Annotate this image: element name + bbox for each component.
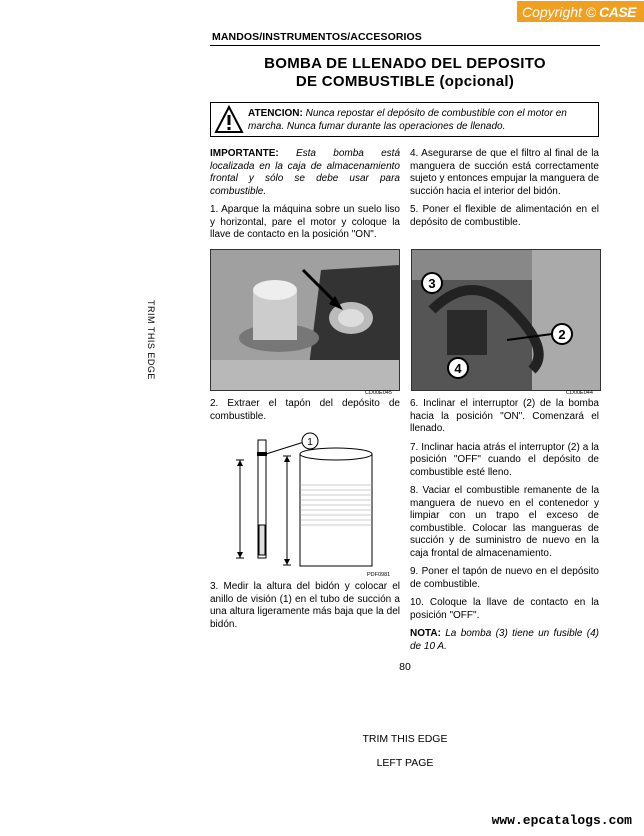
warning-triangle-icon bbox=[214, 105, 244, 135]
step-4: 4. Asegurarse de que el filtro al final de la manguera de succión está correctamente sujeto y entonces empujar la manguera de succión hacia el interior del bidón. bbox=[410, 148, 600, 197]
callout-1: 1 bbox=[307, 437, 313, 448]
left-column-bottom bbox=[210, 581, 400, 637]
note-text: La bomba (3) tiene un fusible (4) de 10 A. bbox=[410, 628, 600, 652]
title-line2 bbox=[210, 73, 600, 91]
step-7: 7. Inclinar hacia atrás el interruptor (2) a la posición "OFF" cuando el depósito de combustible esté lleno. bbox=[410, 441, 599, 478]
left-page-label: LEFT PAGE bbox=[376, 757, 434, 769]
note-label: NOTA: bbox=[410, 628, 441, 639]
callout-4: 4 bbox=[454, 361, 462, 376]
fig3-ref: PDF0981 bbox=[367, 572, 391, 578]
photo-fuel-cap bbox=[210, 249, 400, 391]
fig2-ref: CD00E044 bbox=[566, 390, 593, 396]
note bbox=[410, 628, 599, 653]
section-heading: MANDOS/INSTRUMENTOS/ACCESORIOS bbox=[212, 31, 422, 43]
fig1-ref: CD00E045 bbox=[365, 390, 392, 396]
step-5: 5. Poner el flexible de alimentación en el depósito de combustible. bbox=[410, 204, 599, 228]
warning-text bbox=[248, 107, 598, 133]
right-column-bottom bbox=[410, 398, 599, 659]
callout-2: 2 bbox=[558, 327, 566, 342]
step-10: 10. Coloque la llave de contacto en la posición "OFF". bbox=[410, 597, 599, 621]
step-9: 9. Poner el tapón de nuevo en el depósito de combustible. bbox=[410, 566, 599, 590]
heading-rule bbox=[210, 45, 600, 46]
page-title bbox=[210, 55, 600, 91]
drum-diagram bbox=[232, 430, 392, 570]
trim-edge-side: TRIM THIS EDGE bbox=[146, 300, 156, 380]
title-line1: BOMBA DE LLENADO DEL DEPOSITO bbox=[264, 55, 546, 72]
pump-illustration bbox=[412, 250, 600, 390]
website-link[interactable]: www.epcatalogs.com bbox=[491, 813, 632, 828]
drum-drawing bbox=[232, 430, 392, 570]
trim-edge-bottom: TRIM THIS EDGE bbox=[362, 733, 448, 745]
step-6: 6. Inclinar el interruptor (2) de la bomba hacia la posición "ON". Comenzará el llenado. bbox=[410, 398, 599, 434]
title-optional: (opcional) bbox=[439, 73, 515, 90]
step-2: 2. Extraer el tapón del depósito de combustible. bbox=[210, 398, 400, 422]
fuel-cap-illustration bbox=[211, 250, 399, 390]
step-8: 8. Vaciar el combustible remanente de la manguera de nuevo en el contenedor y limpiar con un trapo el exceso de combustible. Colocar las mangueras de succión y de suministro de nuevo en la caja frontal de almacenamiento. bbox=[410, 485, 599, 559]
important-label: IMPORTANTE: bbox=[210, 148, 279, 159]
step-3: 3. Medir la altura del bidón y colocar el anillo de visión (1) en el tubo de succión a una altura ligeramente más baja que la del bidón. bbox=[210, 581, 400, 630]
warning-body: Nunca repostar el depósito de combustible con el motor en marcha. Nunca fumar durante las operaciones de llenado. bbox=[248, 107, 567, 132]
step-1: 1. Aparque la máquina sobre un suelo liso y horizontal, pare el motor y coloque la llave de contacto en la posición "ON". bbox=[210, 204, 400, 240]
copyright-text: Copyright © bbox=[522, 3, 597, 20]
title-line2-main: DE COMBUSTIBLE bbox=[295, 73, 436, 90]
left-column-mid bbox=[210, 398, 400, 429]
copyright-banner bbox=[517, 1, 644, 22]
case-logo: CASE bbox=[599, 3, 637, 20]
left-column-top bbox=[210, 148, 400, 248]
important-note bbox=[210, 148, 400, 198]
important-text: Esta bomba está localizada en la caja de almacenamiento frontal y sólo se debe usar para combustible. bbox=[210, 148, 401, 197]
warning-box bbox=[210, 102, 599, 137]
photo-pump bbox=[411, 249, 601, 391]
right-column-top bbox=[410, 148, 599, 235]
page-number: 80 bbox=[399, 661, 411, 673]
warning-label: ATENCION: bbox=[248, 107, 303, 119]
callout-3: 3 bbox=[428, 276, 436, 291]
